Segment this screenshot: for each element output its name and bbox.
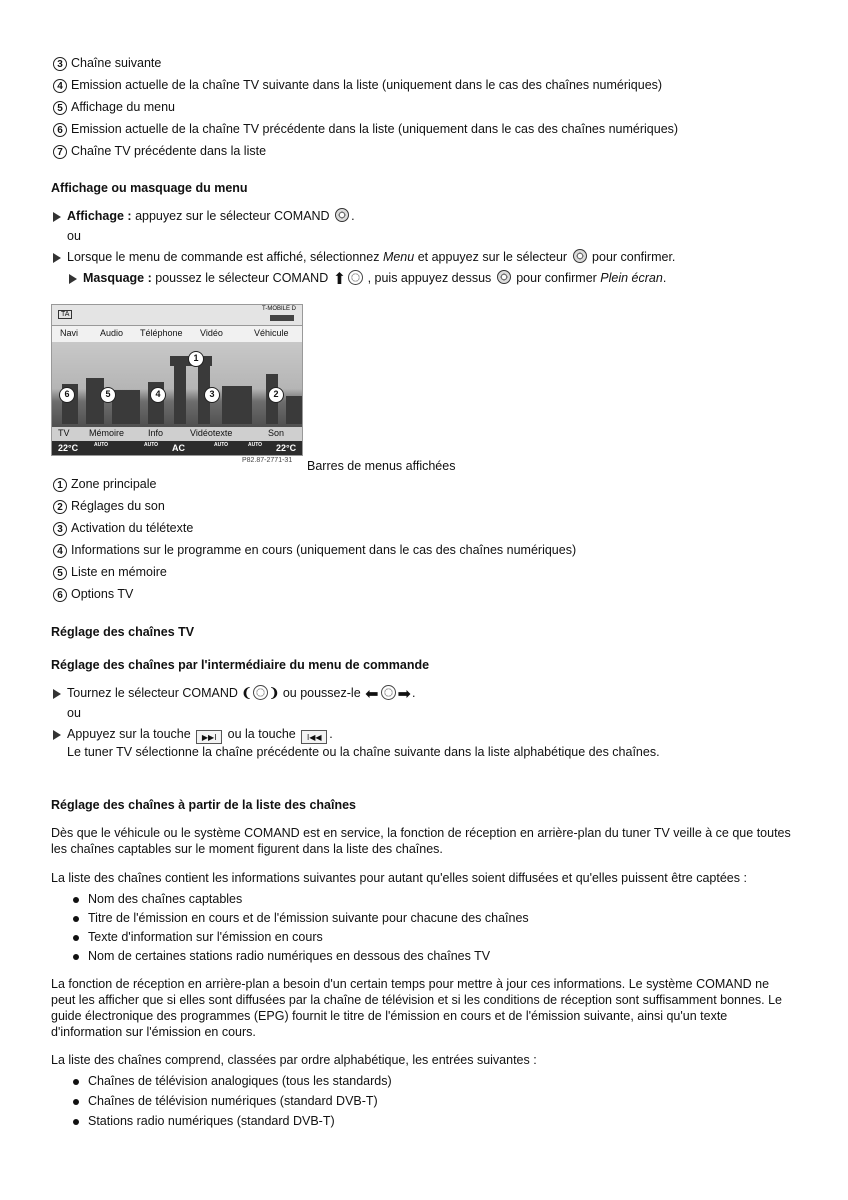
or-text: ou [67,229,81,243]
step-text: ou poussez-le [279,686,365,700]
arrow-left-icon: ⬅ [365,686,379,703]
list-item [53,542,576,558]
callout-number: 4 [53,79,67,93]
ac-label: AC [172,443,185,453]
step-arrow-icon [69,274,77,284]
callout-number: 3 [53,57,67,71]
list-item [53,121,678,137]
climate-bar [52,441,302,456]
bullet-icon [73,916,79,922]
section-heading: Affichage ou masquage du menu [51,181,248,195]
tv-picture [52,342,302,427]
auto-label: AUTO [248,442,263,448]
comand-controller-icon [381,685,396,700]
arrow-up-icon: ⬆ [332,271,347,288]
bullet-text: Titre de l'émission en cours et de l'émission suivante pour chacune des chaînes [88,911,529,925]
rotate-left-icon: ❨ [241,686,252,700]
bullet-item [73,891,242,907]
or-text: ou [67,706,81,720]
paragraph: La liste des chaînes contient les informations suivantes pour autant qu'elles soient diffusées et qu'elles puissent être captées : [51,871,747,885]
bullet-icon [73,1079,79,1085]
menu-item-telephone[interactable]: Téléphone [140,328,183,338]
menu-item-memoire[interactable]: Mémoire [89,428,125,438]
callout-number: 3 [53,522,67,536]
instruction-step [53,726,333,744]
menu-item-audio[interactable]: Audio [100,328,124,338]
section-heading: Réglage des chaînes TV [51,625,195,639]
callout-4: 4 [150,387,166,403]
step-text: poussez le sélecteur COMAND [151,271,332,285]
step-result: Le tuner TV sélectionne la chaîne précédente ou la chaîne suivante dans la liste alphabétique des chaînes. [67,745,660,759]
list-item-text: Zone principale [71,477,157,491]
bullet-text: Chaînes de télévision numériques (standard DVB-T) [88,1094,378,1108]
comand-press-icon [497,270,511,284]
bullet-item [73,929,323,945]
step-text: Appuyez sur la touche [67,727,195,741]
list-item [53,564,167,580]
bullet-icon [73,954,79,960]
bullet-icon [73,897,79,903]
previous-key-icon: I◀◀ [301,730,327,744]
bullet-text: Nom de certaines stations radio numériques en dessous des chaînes TV [88,949,491,963]
callout-number: 7 [53,145,67,159]
paragraph: La liste des chaînes comprend, classées par ordre alphabétique, les entrées suivantes : [51,1053,537,1067]
menu-item-son[interactable]: Son [268,428,285,438]
list-item [53,99,175,115]
list-item [53,143,266,159]
comand-screen-illustration [51,304,303,456]
list-item-text: Options TV [71,587,134,601]
step-text: et appuyez sur le sélecteur [414,250,571,264]
step-text: appuyez sur le sélecteur COMAND [131,209,334,223]
list-item [53,55,161,71]
paragraph: La fonction de réception en arrière-plan a besoin d'un certain temps pour mettre à jour ces informations. Le système COMAND ne peut les afficher que si elles sont diffusées par la chaîne de télévision et si les conditions de réception sont suffisamment bonnes. Le guide électronique des programmes (EPG) fournit le titre de l'émission en cours et de l'émission suivante, ainsi qu'un texte d'information sur l'émission en cours. [51,977,782,1039]
callout-6: 6 [59,387,75,403]
menu-item-navi[interactable]: Navi [60,328,79,338]
step-text: . [351,209,355,223]
bullet-item [73,948,490,964]
list-item-text: Réglages du son [71,499,165,513]
status-bar [52,305,302,325]
instruction-step [53,249,675,265]
list-item-text: Emission actuelle de la chaîne TV suivante dans la liste (uniquement dans le cas des chaînes numériques) [71,78,663,92]
arrow-right-icon: ➡ [397,686,411,703]
ta-indicator: TA [58,310,72,319]
instruction-step [53,685,415,703]
list-item-text: Affichage du menu [71,100,176,114]
callout-1: 1 [188,351,204,367]
list-item [53,586,133,602]
callout-2: 2 [268,387,284,403]
step-arrow-icon [53,689,61,699]
menu-item-videotexte[interactable]: Vidéotexte [190,428,233,438]
comand-controller-icon [348,270,363,285]
next-key-icon: ▶▶I [196,730,222,744]
callout-number: 6 [53,588,67,602]
section-subheading: Réglage des chaînes par l'intermédiaire du menu de commande [51,658,430,672]
menu-item-info[interactable]: Info [148,428,164,438]
callout-number: 4 [53,544,67,558]
callout-number: 6 [53,123,67,137]
callout-5: 5 [100,387,116,403]
instruction-step [53,208,355,224]
step-text: ou la touche [224,727,300,741]
step-text: Lorsque le menu de commande est affiché, sélectionnez [67,250,383,264]
step-text: pour confirmer. [588,250,676,264]
figure-caption: Barres de menus affichées [307,459,456,473]
auto-label: AUTO [94,442,109,448]
menu-item-tv[interactable]: TV [58,428,70,438]
list-item-text: Chaîne suivante [71,56,162,70]
comand-press-icon [573,249,587,263]
comand-press-icon [335,208,349,222]
fullscreen-term: Plein écran [600,271,663,285]
signal-icon [270,315,294,321]
list-item-text: Liste en mémoire [71,565,167,579]
bullet-item [73,1113,335,1129]
list-item [53,498,165,514]
auto-label: AUTO [214,442,229,448]
list-item [53,476,156,492]
step-text: pour confirmer [512,271,601,285]
paragraph: Dès que le véhicule ou le système COMAND est en service, la fonction de réception en arrière-plan du tuner TV veille à ce que toutes les chaînes captables sur le moment figurent dans la liste des chaînes. [51,826,791,856]
bullet-item [73,910,529,926]
step-text: Tournez le sélecteur COMAND [67,686,242,700]
temp-left: 22°C [58,443,79,453]
bullet-text: Texte d'information sur l'émission en cours [88,930,323,944]
section-heading: Réglage des chaînes à partir de la liste des chaînes [51,798,356,812]
comand-controller-icon [253,685,268,700]
list-item-text: Informations sur le programme en cours (uniquement dans le cas des chaînes numériques) [71,543,577,557]
menu-term: Menu [382,250,415,264]
bullet-icon [73,1119,79,1125]
step-text: , puis appuyez dessus [364,271,495,285]
bullet-icon [73,935,79,941]
auto-label: AUTO [144,442,159,448]
step-text: . [662,271,667,285]
bullet-item [73,1093,378,1109]
list-item-text: Activation du télétexte [71,521,194,535]
bullet-text: Nom des chaînes captables [88,892,243,906]
step-text: . [411,686,416,700]
list-item [53,520,193,536]
list-item-text: Emission actuelle de la chaîne TV précédente dans la liste (uniquement dans le cas des chaînes numériques) [71,122,679,136]
network-name: T-MOBILE D [261,306,296,312]
step-arrow-icon [53,212,61,222]
callout-number: 5 [53,566,67,580]
tv-menu-bar [52,427,302,441]
main-menu-bar [52,325,302,343]
step-arrow-icon [53,253,61,263]
bullet-item [73,1073,392,1089]
instruction-step [69,270,666,288]
callout-3: 3 [204,387,220,403]
step-label: Affichage : [67,209,132,223]
menu-item-vehicule[interactable]: Véhicule [254,328,289,338]
bullet-text: Chaînes de télévision analogiques (tous les standards) [88,1074,392,1088]
callout-number: 2 [53,500,67,514]
step-text: . [329,727,333,741]
figure-code: P82.87-2771-31 [242,457,293,464]
bullet-icon [73,1099,79,1105]
rotate-right-icon: ❩ [268,686,280,700]
bullet-text: Stations radio numériques (standard DVB-T) [88,1114,335,1128]
temp-right: 22°C [276,443,297,453]
list-item [53,77,662,93]
callout-number: 5 [53,101,67,115]
menu-item-video[interactable]: Vidéo [200,328,223,338]
step-label: Masquage : [83,271,152,285]
callout-number: 1 [53,478,67,492]
step-arrow-icon [53,730,61,740]
list-item-text: Chaîne TV précédente dans la liste [71,144,267,158]
